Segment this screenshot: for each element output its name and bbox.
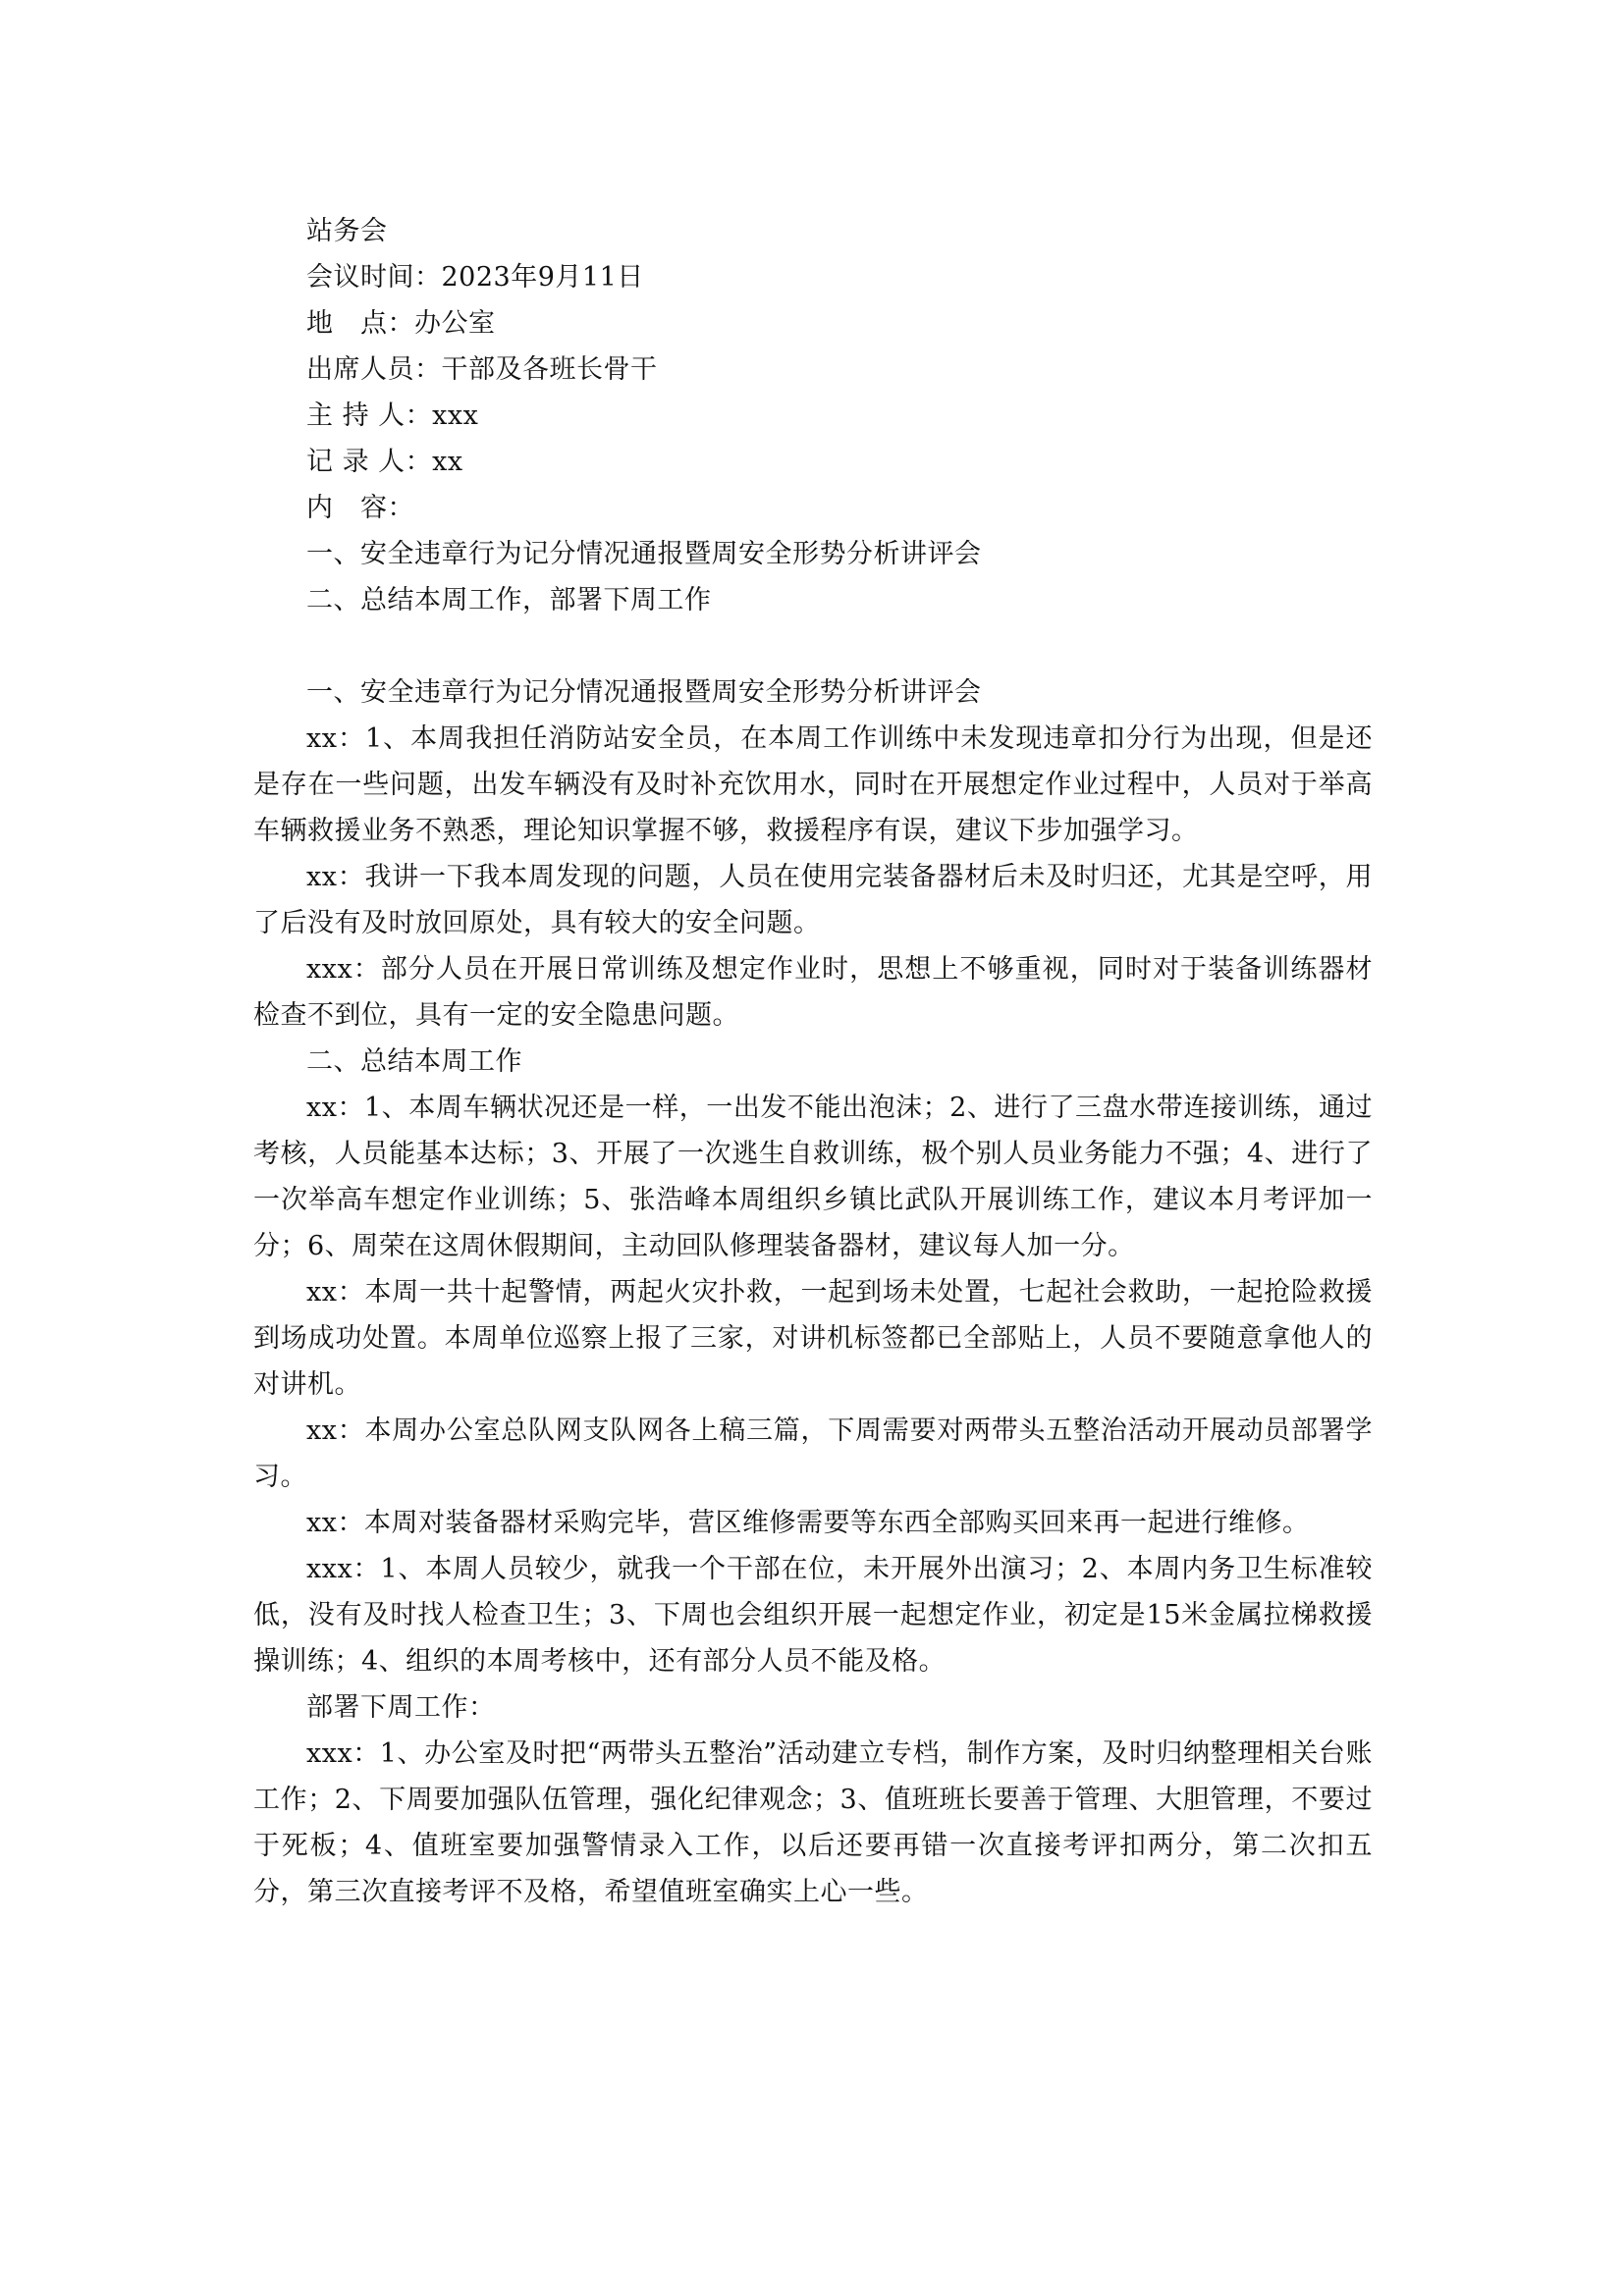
meeting-location: 地 点：办公室 [306,308,496,339]
section-2-heading: 二、总结本周工作 [306,1046,522,1077]
meeting-recorder: 记 录 人：xx [306,447,463,477]
meeting-attendees: 出席人员：干部及各班长骨干 [306,354,658,385]
meeting-title: 站务会 [306,216,388,246]
section-1-heading: 一、安全违章行为记分情况通报暨周安全形势分析讲评会 [306,677,982,708]
section-2-paragraph-3: xx：本周办公室总队网支队网各上稿三篇，下周需要对两带头五整治活动开展动员部署学习。 [253,1415,1373,1492]
section-3-paragraph-1: xxx：1、办公室及时把“两带头五整治”活动建立专档，制作方案，及时归纳整理相关台账工作；2、下周要加强队伍管理，强化纪律观念；3、值班班长要善于管理、大胆管理，不要过于死板；4、值班室要加强警情录入工作，以后还要再错一次直接考评扣两分，第二次扣五分，第三次直接考评不及格，希望值班室确实上心一些。 [253,1738,1373,1907]
section-1-paragraph-1: xx：1、本周我担任消防站安全员，在本周工作训练中未发现违章扣分行为出现，但是还是存在一些问题，出发车辆没有及时补充饮用水，同时在开展想定作业过程中，人员对于举高车辆救援业务不熟悉，理论知识掌握不够，救援程序有误，建议下步加强学习。 [253,723,1373,846]
section-1-paragraph-3: xxx：部分人员在开展日常训练及想定作业时，思想上不够重视，同时对于装备训练器材检查不到位，具有一定的安全隐患问题。 [253,954,1373,1031]
section-2-paragraph-2: xx：本周一共十起警情，两起火灾扑救，一起到场未处置，七起社会救助，一起抢险救援到场成功处置。本周单位巡察上报了三家，对讲机标签都已全部贴上，人员不要随意拿他人的对讲机。 [253,1277,1373,1400]
section-1-paragraph-2: xx：我讲一下我本周发现的问题，人员在使用完装备器材后未及时归还，尤其是空呼，用了后没有及时放回原处，具有较大的安全问题。 [253,862,1373,938]
meeting-time: 会议时间：2023年9月11日 [306,262,644,293]
agenda-item-1: 一、安全违章行为记分情况通报暨周安全形势分析讲评会 [306,539,982,569]
content-label: 内 容： [306,493,414,523]
section-2-paragraph-5: xxx：1、本周人员较少，就我一个干部在位，未开展外出演习；2、本周内务卫生标准较低，没有及时找人检查卫生；3、下周也会组织开展一起想定作业，初定是15米金属拉梯救援操训练；4、组织的本周考核中，还有部分人员不能及格。 [253,1554,1373,1677]
meeting-host: 主 持 人：xxx [306,400,479,431]
document-body [253,208,1373,1915]
section-2-paragraph-4: xx：本周对装备器材采购完毕，营区维修需要等东西全部购买回来再一起进行维修。 [306,1508,1310,1538]
section-2-paragraph-1: xx：1、本周车辆状况还是一样，一出发不能出泡沫；2、进行了三盘水带连接训练，通过考核，人员能基本达标；3、开展了一次逃生自救训练，极个别人员业务能力不强；4、进行了一次举高车想定作业训练；5、张浩峰本周组织乡镇比武队开展训练工作，建议本月考评加一分；6、周荣在这周休假期间，主动回队修理装备器材，建议每人加一分。 [253,1093,1373,1261]
agenda-item-2: 二、总结本周工作，部署下周工作 [306,585,712,615]
section-3-heading: 部署下周工作： [306,1692,496,1723]
blank-line [253,623,1373,669]
